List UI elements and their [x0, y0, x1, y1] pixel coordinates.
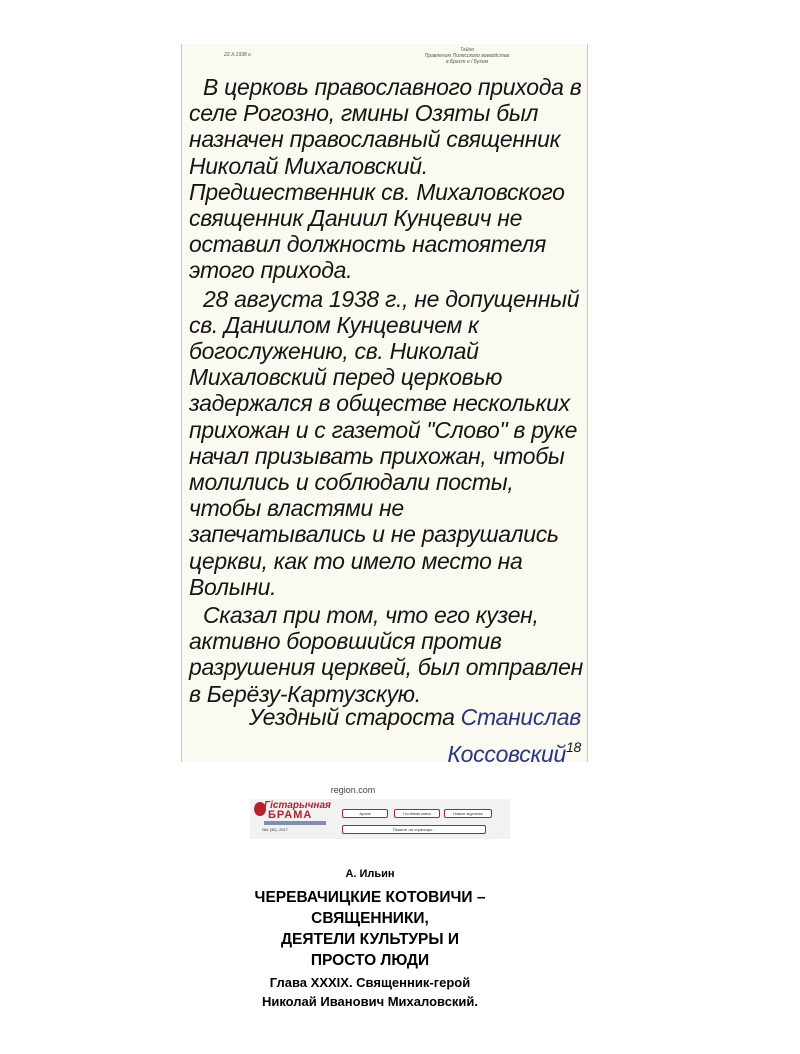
site-url[interactable]: region.com: [330, 785, 376, 795]
nav-archive-button[interactable]: Архив: [342, 809, 388, 818]
title-line: ДЕЯТЕЛИ КУЛЬТУРЫ И: [280, 931, 460, 948]
document-date: 22.X.1938 г.: [224, 52, 253, 58]
paragraph: Сказал при том, что его кузен, активно боровшийся против разрушения церквей, был отправлен в Берёзу-Картузскую.: [189, 602, 583, 707]
title-line: СВЯЩЕННИКИ,: [311, 910, 429, 927]
addressee-line: в Брест н / Бугом: [446, 59, 488, 65]
chapter-line: Николай Иванович Михаловский.: [261, 994, 479, 1009]
archival-document: [181, 44, 588, 767]
signature-block: [191, 702, 581, 769]
article-title: [0, 887, 740, 971]
nav-write-button[interactable]: Пишите на страницы...: [342, 825, 486, 834]
site-banner: [250, 799, 510, 839]
footnote-reference[interactable]: 18: [566, 739, 581, 755]
logo-line1: Гістарычная: [264, 800, 331, 811]
logo-subtitle-bar: [264, 821, 326, 825]
addressee-line: Тайно: [459, 47, 475, 53]
issue-number: №1 (30), 2017: [262, 827, 288, 832]
chapter-line: Глава XXXIX. Священник-герой: [269, 975, 471, 990]
signature-first-name[interactable]: Станислав: [460, 704, 581, 730]
nav-guestbook-button[interactable]: Гостевая книга: [394, 809, 440, 818]
nav-new-issues-button[interactable]: Новые журналы: [444, 809, 492, 818]
document-addressee: [382, 47, 552, 65]
article-author: А. Ильин: [345, 868, 395, 880]
chapter-heading: [0, 973, 740, 1011]
logo-line2[interactable]: БРАМА: [268, 809, 313, 821]
title-line: ПРОСТО ЛЮДИ: [310, 952, 430, 969]
addressee-line: Правлению Полесского воеводства: [424, 53, 510, 59]
paragraph: В церковь православного прихода в селе Рогозно, гмины Озяты был назначен православный священник Николай Михаловский. Предшественник св. Михаловского священник Даниил Кунцевич не оставил должность настоятеля этого прихода.: [189, 74, 582, 284]
signature-last-name[interactable]: Коссовский: [447, 741, 567, 767]
signature-title: Уездный староста: [248, 704, 455, 730]
title-line: ЧЕРЕВАЧИЦКИЕ КОТОВИЧИ –: [254, 889, 486, 906]
paragraph: 28 августа 1938 г., не допущенный св. Даниилом Кунцевичем к богослужению, св. Николай Михаловский перед церковью задержался в обществе нескольких прихожан и с газетой "Слово" в руке начал призывать прихожан, чтобы молились и соблюдали посты, чтобы властями не запечатывались и не разрушались церкви, как то имело место на Волыни.: [189, 285, 580, 600]
document-body: [189, 74, 584, 709]
